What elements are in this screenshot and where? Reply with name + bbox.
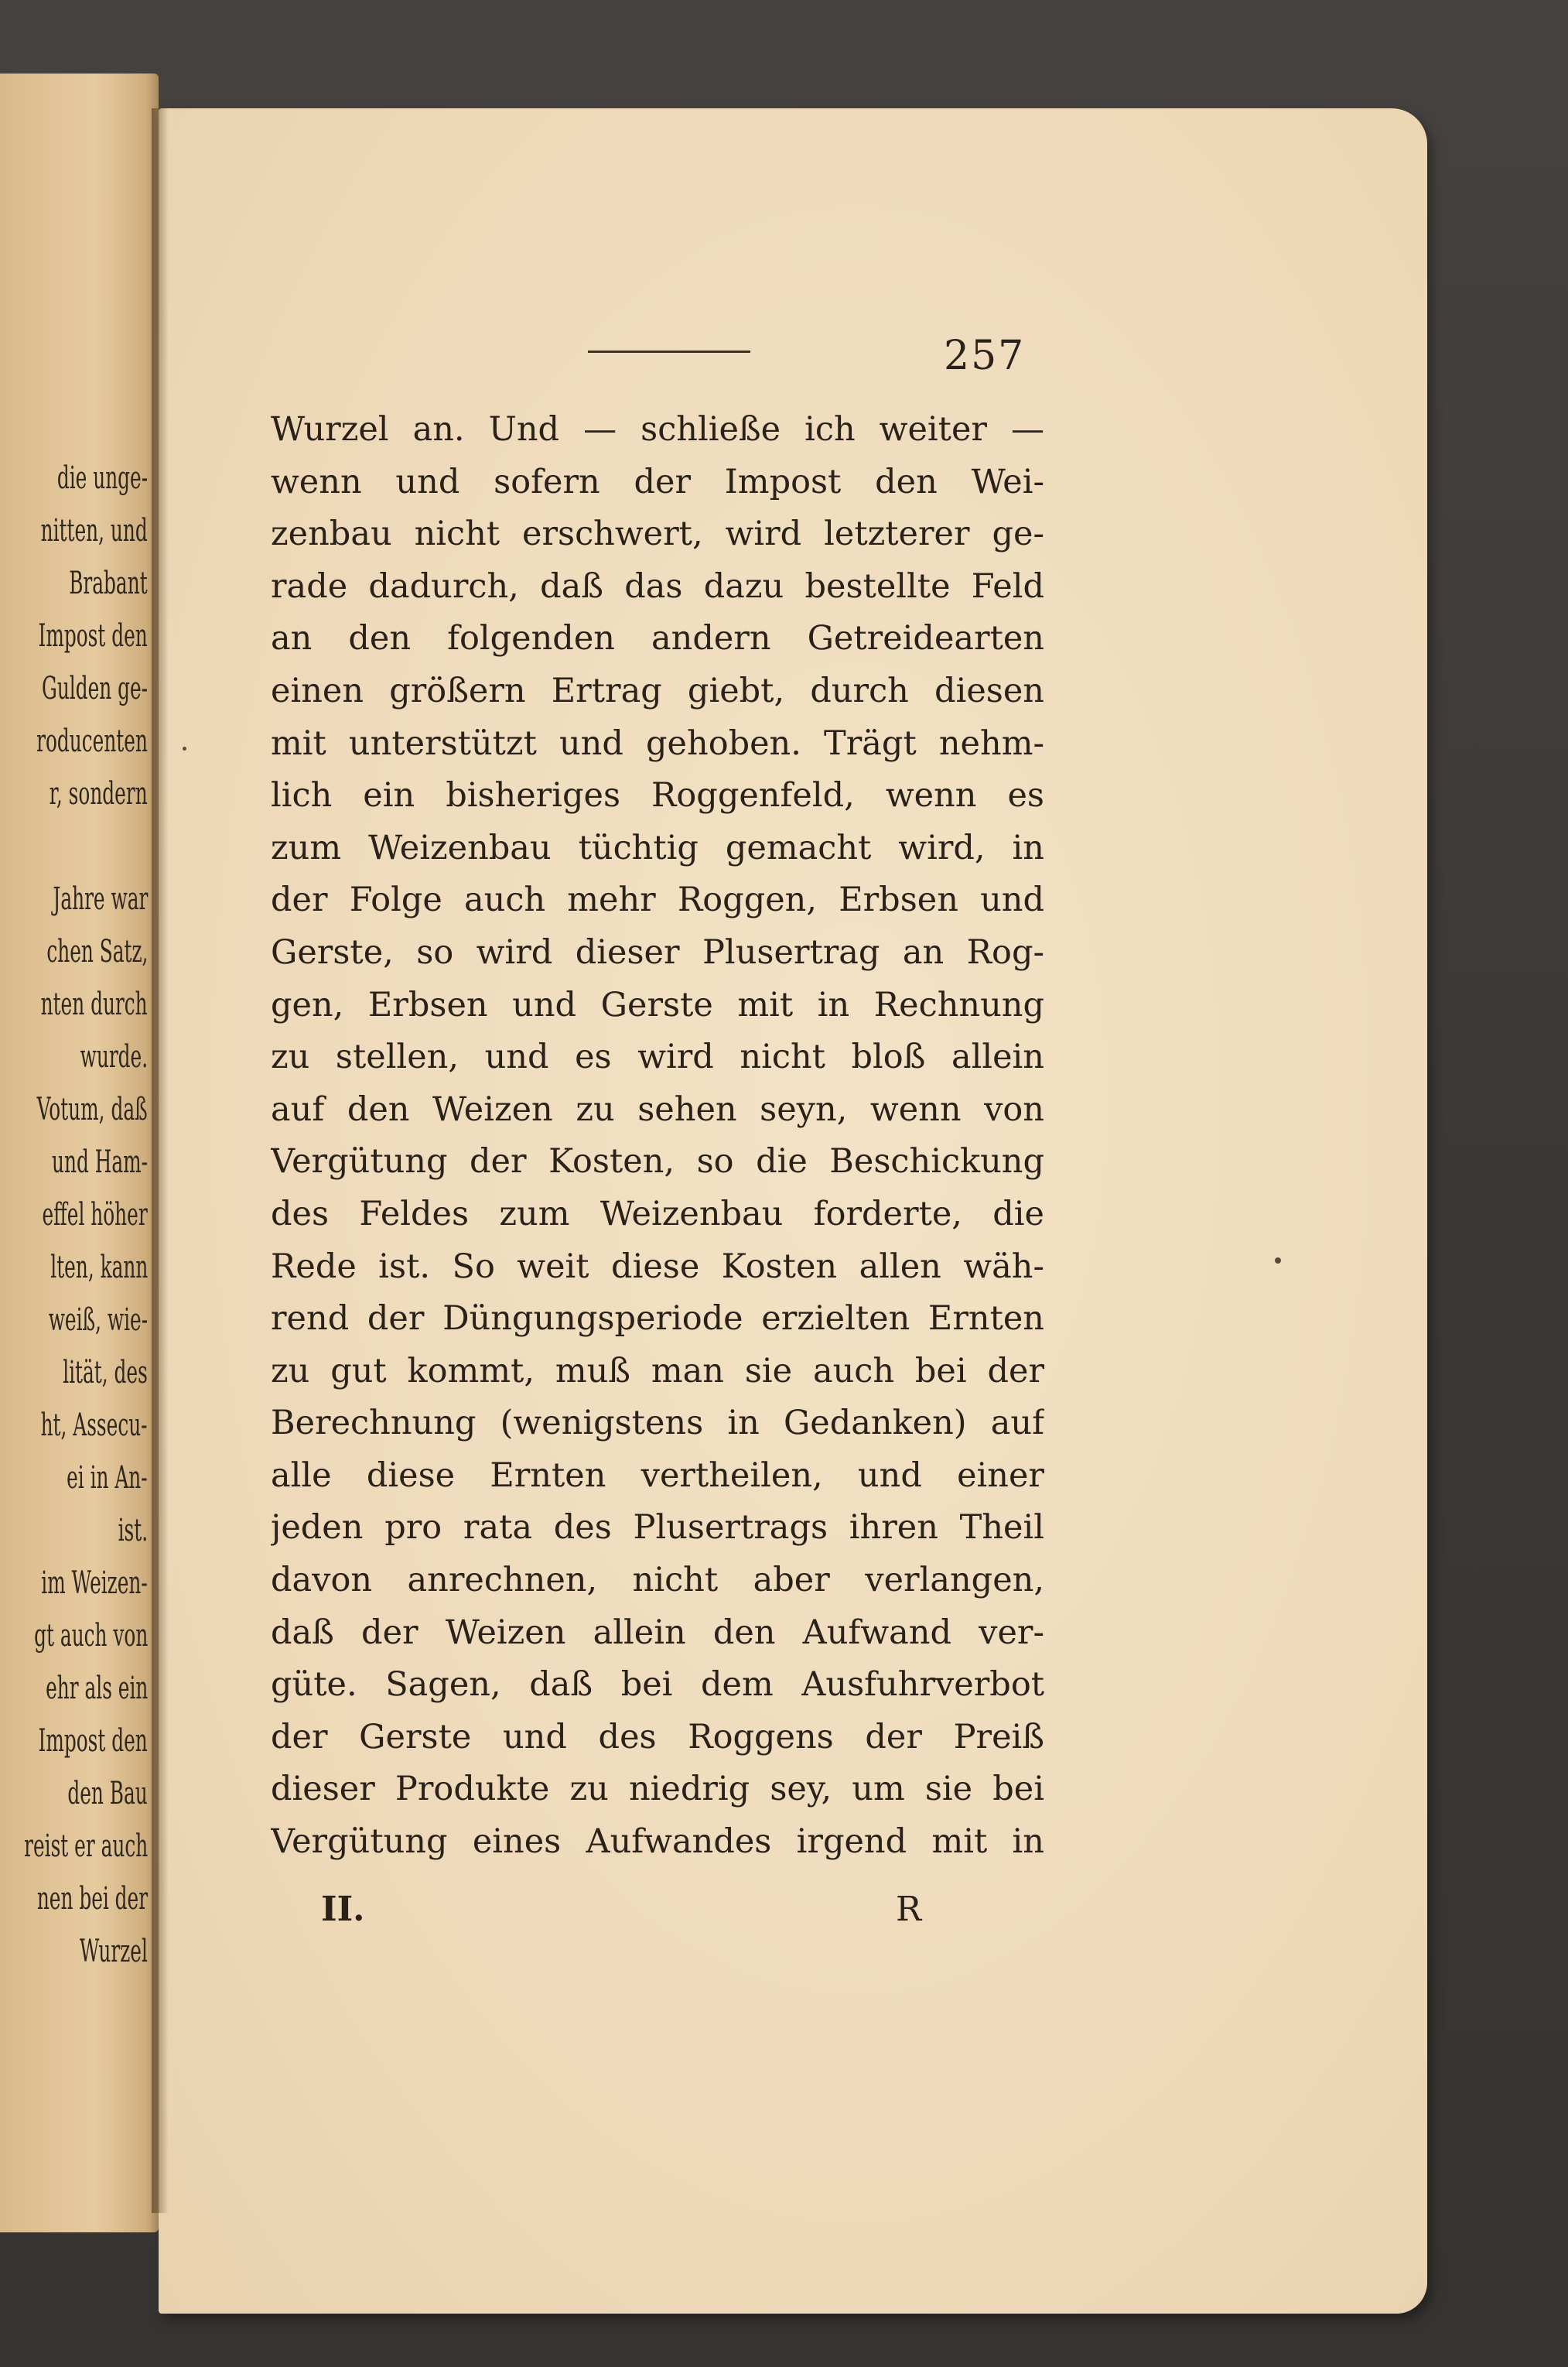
left-fragment: Votum, daß — [36, 1092, 148, 1127]
left-fragment: nitten, und — [40, 513, 148, 549]
left-fragment: effel höher — [42, 1197, 148, 1233]
left-fragment: nen bei der — [36, 1881, 148, 1917]
paper-speck — [183, 747, 186, 751]
left-fragment: reist er auch — [23, 1828, 148, 1864]
paper-speck — [1275, 1257, 1281, 1264]
left-fragment: Brabant — [69, 566, 148, 601]
text-line: gen, Erbsen und Gerste mit in Rechnung — [271, 985, 1044, 1024]
text-line: zum Weizenbau tüchtig gemacht wird, in — [271, 828, 1044, 867]
text-line: zenbau nicht erschwert, wird letzterer ge- — [271, 515, 1044, 554]
body-text — [271, 404, 1044, 1869]
text-line: rend der Düngungsperiode erzielten Ernten — [271, 1299, 1044, 1339]
text-line: zu stellen, und es wird nicht bloß allein — [271, 1038, 1044, 1077]
left-fragment: ist. — [118, 1513, 148, 1548]
text-line: Vergütung der Kosten, so die Beschickung — [271, 1142, 1044, 1182]
text-line: Wurzel an. Und — schließe ich weiter — — [271, 410, 1044, 449]
text-line: dieser Produkte zu niedrig sey, um sie bei — [271, 1770, 1044, 1809]
left-fragment: Impost den — [38, 618, 148, 654]
text-line: alle diese Ernten vertheilen, und einer — [271, 1455, 1044, 1495]
left-fragment: ht, Assecu- — [41, 1408, 148, 1443]
text-line: der Folge auch mehr Roggen, Erbsen und — [271, 881, 1044, 920]
text-line: Rede ist. So weit diese Kosten allen wäh- — [271, 1247, 1044, 1286]
text-line: rade dadurch, daß das dazu bestellte Feld — [271, 566, 1044, 606]
left-fragment: Gulden ge- — [41, 671, 148, 706]
text-line: güte. Sagen, daß bei dem Ausfuhrverbot — [271, 1665, 1044, 1705]
signature-mark: II. — [321, 1890, 365, 1929]
header-rule — [588, 351, 750, 353]
left-fragment: im Weizen- — [41, 1565, 148, 1601]
left-fragment: den Bau — [67, 1776, 148, 1811]
book-gutter — [152, 108, 169, 2213]
text-line: davon anrechnen, nicht aber verlangen, — [271, 1561, 1044, 1600]
text-line: auf den Weizen zu sehen seyn, wenn von — [271, 1089, 1044, 1129]
left-fragment: ehr als ein — [45, 1671, 148, 1706]
text-line: Berechnung (wenigstens in Gedanken) auf — [271, 1404, 1044, 1443]
left-fragment: ei in An- — [67, 1460, 148, 1496]
left-fragment: lität, des — [63, 1355, 148, 1390]
text-line: mit unterstützt und gehoben. Trägt nehm- — [271, 723, 1044, 763]
text-line: lich ein bisheriges Roggenfeld, wenn es — [271, 776, 1044, 816]
text-line: des Feldes zum Weizenbau forderte, die — [271, 1194, 1044, 1233]
left-fragment: Jahre war — [53, 881, 148, 917]
left-fragment: chen Satz, — [46, 934, 148, 970]
left-fragment: und Ham- — [51, 1144, 148, 1180]
left-fragment: gt auch von — [33, 1618, 148, 1654]
left-fragment: roducenten — [36, 723, 148, 759]
text-line: daß der Weizen allein den Aufwand ver- — [271, 1613, 1044, 1652]
text-line: Gerste, so wird dieser Plusertrag an Rog- — [271, 932, 1044, 972]
left-page-edge — [0, 74, 159, 2232]
left-fragment: Impost den — [38, 1723, 148, 1759]
left-fragment: nten durch — [40, 987, 148, 1022]
text-line: einen größern Ertrag giebt, durch diesen — [271, 671, 1044, 710]
text-line: der Gerste und des Roggens der Preiß — [271, 1717, 1044, 1756]
text-line: wenn und sofern der Impost den Wei- — [271, 462, 1044, 501]
page-number: 257 — [944, 333, 1026, 379]
left-fragment: r, sondern — [50, 776, 148, 812]
text-line: Vergütung eines Aufwandes irgend mit in — [271, 1822, 1044, 1862]
left-fragment: wurde. — [80, 1039, 148, 1075]
left-fragment: Wurzel — [80, 1934, 148, 1969]
left-fragment: lten, kann — [50, 1250, 148, 1285]
text-line: zu gut kommt, muß man sie auch bei der — [271, 1351, 1044, 1390]
text-line: jeden pro rata des Plusertrags ihren Theil — [271, 1508, 1044, 1548]
text-line: an den folgenden andern Getreidearten — [271, 619, 1044, 658]
catchword: R — [896, 1890, 922, 1929]
left-fragment: die unge- — [56, 460, 148, 496]
left-fragment: weiß, wie- — [48, 1302, 148, 1338]
